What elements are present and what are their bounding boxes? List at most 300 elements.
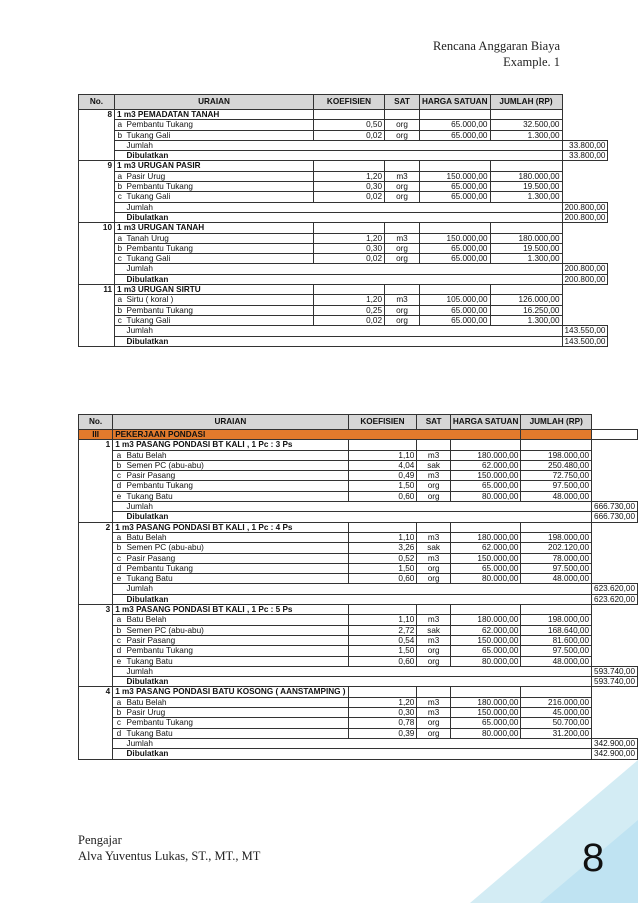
item-total: 202.120,00	[521, 543, 592, 553]
item-letter: b	[113, 543, 125, 553]
item-total: 31.200,00	[521, 728, 592, 738]
table-row	[79, 254, 608, 264]
item-letter: c	[113, 635, 125, 645]
section-title: PEKERJAAN PONDASI	[113, 430, 521, 440]
item-total: 81.600,00	[521, 635, 592, 645]
table-row	[79, 182, 608, 192]
empty-cell	[385, 223, 420, 233]
rounded-value: 342.900,00	[592, 749, 638, 759]
rounded-total-row	[79, 151, 608, 161]
item-unit: m3	[385, 171, 420, 181]
subtotal-value: 593.740,00	[592, 666, 638, 676]
table-row	[79, 718, 638, 728]
item-unit: m3	[417, 708, 451, 718]
item-name: Semen PC (abu-abu)	[125, 543, 349, 553]
item-letter: e	[113, 491, 125, 501]
item-unit: org	[417, 491, 451, 501]
item-coefficient: 1,50	[348, 646, 417, 656]
document-subtitle: Example. 1	[503, 55, 560, 69]
item-unit-price: 65.000,00	[420, 120, 491, 130]
group-title: 1 m3 URUGAN PASIR	[115, 161, 314, 171]
item-name: Pembantu Tukang	[125, 182, 314, 192]
empty-cell	[113, 738, 125, 748]
item-letter: c	[113, 553, 125, 563]
item-name: Pasir Urug	[125, 708, 349, 718]
item-unit-price: 62.000,00	[450, 460, 521, 470]
item-unit: org	[385, 315, 420, 325]
item-name: Sirtu ( koral )	[125, 295, 314, 305]
item-unit: sak	[417, 460, 451, 470]
table-row	[79, 450, 638, 460]
item-unit-price: 65.000,00	[450, 646, 521, 656]
col-no-header: No.	[79, 415, 113, 430]
rounded-label: Dibulatkan	[125, 749, 592, 759]
table-row	[79, 708, 638, 718]
empty-cell	[417, 522, 451, 532]
item-total: 16.250,00	[490, 305, 562, 315]
item-unit-price: 65.000,00	[420, 130, 491, 140]
item-name: Tanah Urug	[125, 233, 314, 243]
item-name: Batu Belah	[125, 615, 349, 625]
item-coefficient: 0,60	[348, 574, 417, 584]
group-number: 2	[79, 522, 113, 604]
col-jumlah-header: JUMLAH (RP)	[521, 415, 592, 430]
footer-author: Alva Yuventus Lukas, ST., MT., MT	[78, 849, 261, 863]
subtotal-row	[79, 326, 608, 336]
item-letter: b	[113, 708, 125, 718]
group-number: 9	[79, 161, 115, 223]
table-row	[79, 553, 638, 563]
table-row	[79, 574, 638, 584]
item-letter: d	[113, 646, 125, 656]
subtotal-label: Jumlah	[125, 140, 563, 150]
rounded-total-row	[79, 749, 638, 759]
group-title: 1 m3 PEMADATAN TANAH	[115, 110, 314, 120]
rounded-total-row	[79, 274, 608, 284]
subtotal-row	[79, 666, 638, 676]
rounded-value: 143.500,00	[562, 336, 608, 346]
empty-cell	[521, 430, 592, 440]
empty-cell	[113, 502, 125, 512]
item-coefficient: 0,49	[348, 471, 417, 481]
item-coefficient: 3,26	[348, 543, 417, 553]
group-title-row	[79, 522, 638, 532]
item-unit: org	[417, 646, 451, 656]
empty-cell	[417, 440, 451, 450]
rounded-value: 666.730,00	[592, 512, 638, 522]
item-total: 250.480,00	[521, 460, 592, 470]
rounded-label: Dibulatkan	[125, 212, 563, 222]
empty-cell	[420, 285, 491, 295]
item-coefficient: 0,39	[348, 728, 417, 738]
item-unit: org	[417, 481, 451, 491]
group-number: 10	[79, 223, 115, 285]
table-row	[79, 192, 608, 202]
item-coefficient: 2,72	[348, 625, 417, 635]
empty-cell	[314, 161, 385, 171]
item-name: Tukang Gali	[125, 315, 314, 325]
item-letter: a	[113, 615, 125, 625]
group-title: 1 m3 URUGAN TANAH	[115, 223, 314, 233]
group-title-row	[79, 605, 638, 615]
rounded-label: Dibulatkan	[125, 512, 592, 522]
empty-cell	[385, 285, 420, 295]
item-unit: sak	[417, 543, 451, 553]
group-title-row	[79, 440, 638, 450]
item-total: 198.000,00	[521, 615, 592, 625]
item-letter: b	[115, 305, 125, 315]
item-unit: m3	[417, 553, 451, 563]
item-unit-price: 150.000,00	[450, 708, 521, 718]
item-total: 97.500,00	[521, 563, 592, 573]
item-name: Tukang Batu	[125, 491, 349, 501]
table-row	[79, 543, 638, 553]
item-coefficient: 0,02	[314, 192, 385, 202]
table-row	[79, 625, 638, 635]
item-name: Pasir Pasang	[125, 553, 349, 563]
rounded-label: Dibulatkan	[125, 274, 563, 284]
item-total: 216.000,00	[521, 697, 592, 707]
empty-cell	[450, 522, 521, 532]
group-title: 1 m3 PASANG PONDASI BT KALI , 1 Pc : 5 Ps	[113, 605, 348, 615]
item-name: Batu Belah	[125, 697, 349, 707]
item-unit: sak	[417, 625, 451, 635]
subtotal-value: 623.620,00	[592, 584, 638, 594]
item-name: Pasir Pasang	[125, 471, 349, 481]
col-jumlah-header: JUMLAH (RP)	[490, 95, 562, 110]
item-name: Batu Belah	[125, 532, 349, 542]
item-unit: m3	[417, 697, 451, 707]
subtotal-label: Jumlah	[125, 202, 563, 212]
empty-cell	[113, 512, 125, 522]
empty-cell	[490, 223, 562, 233]
subtotal-value: 143.550,00	[562, 326, 608, 336]
item-total: 168.640,00	[521, 625, 592, 635]
empty-cell	[385, 161, 420, 171]
group-title-row	[79, 223, 608, 233]
item-unit: m3	[417, 532, 451, 542]
item-total: 180.000,00	[490, 233, 562, 243]
item-letter: e	[113, 656, 125, 666]
empty-cell	[450, 440, 521, 450]
document-title: Rencana Anggaran Biaya	[432, 39, 560, 53]
empty-cell	[115, 326, 125, 336]
col-harga-header: HARGA SATUAN	[450, 415, 521, 430]
item-letter: d	[113, 481, 125, 491]
group-title: 1 m3 PASANG PONDASI BATU KOSONG ( AANSTAMPING )	[113, 687, 348, 697]
item-unit-price: 80.000,00	[450, 656, 521, 666]
subtotal-value: 342.900,00	[592, 738, 638, 748]
item-letter: d	[113, 563, 125, 573]
empty-cell	[592, 430, 638, 440]
empty-cell	[420, 110, 491, 120]
item-total: 32.500,00	[490, 120, 562, 130]
item-unit-price: 150.000,00	[450, 553, 521, 563]
item-letter: c	[115, 254, 125, 264]
table-row	[79, 315, 608, 325]
group-title-row	[79, 285, 608, 295]
subtotal-row	[79, 738, 638, 748]
document-header	[433, 38, 560, 70]
empty-cell	[490, 110, 562, 120]
item-total: 50.700,00	[521, 718, 592, 728]
group-title: 1 m3 URUGAN SIRTU	[115, 285, 314, 295]
item-coefficient: 1,20	[314, 233, 385, 243]
table-header-row	[79, 415, 638, 430]
item-letter: b	[115, 243, 125, 253]
subtotal-value: 33.800,00	[562, 140, 608, 150]
item-unit-price: 65.000,00	[420, 305, 491, 315]
empty-cell	[420, 223, 491, 233]
empty-cell	[115, 202, 125, 212]
empty-cell	[113, 677, 125, 687]
col-uraian-header: URAIAN	[113, 415, 348, 430]
item-unit: org	[385, 182, 420, 192]
item-total: 97.500,00	[521, 646, 592, 656]
empty-cell	[385, 110, 420, 120]
item-coefficient: 1,20	[314, 171, 385, 181]
empty-cell	[521, 605, 592, 615]
item-unit-price: 62.000,00	[450, 543, 521, 553]
item-unit-price: 65.000,00	[450, 481, 521, 491]
item-unit: org	[385, 254, 420, 264]
item-letter: c	[115, 315, 125, 325]
item-coefficient: 0,02	[314, 315, 385, 325]
group-title: 1 m3 PASANG PONDASI BT KALI , 1 Pc : 3 Ps	[113, 440, 348, 450]
rounded-value: 33.800,00	[562, 151, 608, 161]
item-unit: org	[417, 718, 451, 728]
item-coefficient: 0,52	[348, 553, 417, 563]
col-no-header: No.	[79, 95, 115, 110]
item-unit-price: 105.000,00	[420, 295, 491, 305]
table-row	[79, 656, 638, 666]
rounded-total-row	[79, 336, 608, 346]
col-harga-header: HARGA SATUAN	[420, 95, 491, 110]
item-total: 180.000,00	[490, 171, 562, 181]
table-header-row	[79, 95, 608, 110]
item-coefficient: 0,02	[314, 130, 385, 140]
item-coefficient: 0,30	[314, 182, 385, 192]
item-total: 48.000,00	[521, 491, 592, 501]
item-coefficient: 0,25	[314, 305, 385, 315]
item-name: Pembantu Tukang	[125, 646, 349, 656]
col-sat-header: SAT	[385, 95, 420, 110]
item-coefficient: 0,30	[348, 708, 417, 718]
document-footer	[78, 832, 260, 864]
rounded-total-row	[79, 677, 638, 687]
subtotal-label: Jumlah	[125, 502, 592, 512]
item-total: 97.500,00	[521, 481, 592, 491]
item-total: 48.000,00	[521, 574, 592, 584]
rounded-value: 200.800,00	[562, 274, 608, 284]
item-unit: m3	[385, 295, 420, 305]
item-unit: org	[385, 120, 420, 130]
table-row	[79, 295, 608, 305]
item-unit-price: 65.000,00	[420, 192, 491, 202]
item-letter: a	[115, 295, 125, 305]
empty-cell	[115, 151, 125, 161]
section-number: III	[79, 430, 113, 440]
item-unit: org	[417, 656, 451, 666]
col-uraian-header: URAIAN	[115, 95, 314, 110]
rounded-label: Dibulatkan	[125, 594, 592, 604]
item-name: Pembantu Tukang	[125, 120, 314, 130]
item-unit: org	[417, 563, 451, 573]
footer-label: Pengajar	[78, 833, 122, 847]
item-total: 1.300,00	[490, 130, 562, 140]
empty-cell	[420, 161, 491, 171]
item-unit-price: 80.000,00	[450, 491, 521, 501]
empty-cell	[348, 440, 417, 450]
item-unit: org	[385, 130, 420, 140]
item-letter: e	[113, 574, 125, 584]
empty-cell	[113, 584, 125, 594]
empty-cell	[521, 440, 592, 450]
empty-cell	[348, 687, 417, 697]
empty-cell	[417, 605, 451, 615]
item-unit-price: 180.000,00	[450, 450, 521, 460]
rounded-label: Dibulatkan	[125, 151, 563, 161]
table-row	[79, 481, 638, 491]
group-number: 8	[79, 110, 115, 161]
item-coefficient: 0,78	[348, 718, 417, 728]
item-letter: d	[113, 728, 125, 738]
group-title-row	[79, 161, 608, 171]
col-koefisien-header: KOEFISIEN	[314, 95, 385, 110]
rounded-value: 593.740,00	[592, 677, 638, 687]
group-number: 4	[79, 687, 113, 759]
item-name: Tukang Gali	[125, 192, 314, 202]
item-letter: c	[115, 192, 125, 202]
item-unit-price: 180.000,00	[450, 697, 521, 707]
budget-table-2	[78, 414, 638, 760]
item-coefficient: 1,20	[314, 295, 385, 305]
table-row	[79, 460, 638, 470]
empty-cell	[314, 285, 385, 295]
table-row	[79, 532, 638, 542]
item-name: Pasir Pasang	[125, 635, 349, 645]
item-unit: org	[417, 574, 451, 584]
item-unit-price: 65.000,00	[420, 315, 491, 325]
subtotal-row	[79, 584, 638, 594]
table-row	[79, 243, 608, 253]
table-row	[79, 728, 638, 738]
item-name: Tukang Batu	[125, 728, 349, 738]
table-row	[79, 635, 638, 645]
group-number: 1	[79, 440, 113, 522]
empty-cell	[113, 666, 125, 676]
rounded-label: Dibulatkan	[125, 336, 563, 346]
item-unit: org	[385, 192, 420, 202]
item-unit-price: 150.000,00	[420, 171, 491, 181]
item-name: Tukang Batu	[125, 574, 349, 584]
rounded-total-row	[79, 512, 638, 522]
subtotal-value: 666.730,00	[592, 502, 638, 512]
item-name: Pembantu Tukang	[125, 718, 349, 728]
item-name: Batu Belah	[125, 450, 349, 460]
item-name: Semen PC (abu-abu)	[125, 625, 349, 635]
item-unit-price: 150.000,00	[450, 471, 521, 481]
subtotal-value: 200.800,00	[562, 264, 608, 274]
item-letter: a	[115, 120, 125, 130]
item-unit: m3	[417, 471, 451, 481]
item-unit: org	[385, 243, 420, 253]
subtotal-label: Jumlah	[125, 738, 592, 748]
item-unit-price: 62.000,00	[450, 625, 521, 635]
empty-cell	[113, 594, 125, 604]
item-name: Pembantu Tukang	[125, 563, 349, 573]
item-total: 19.500,00	[490, 182, 562, 192]
subtotal-label: Jumlah	[125, 584, 592, 594]
item-unit-price: 80.000,00	[450, 728, 521, 738]
item-unit-price: 65.000,00	[450, 563, 521, 573]
item-name: Pembantu Tukang	[125, 243, 314, 253]
item-coefficient: 0,60	[348, 656, 417, 666]
item-name: Tukang Batu	[125, 656, 349, 666]
rounded-total-row	[79, 594, 638, 604]
item-total: 45.000,00	[521, 708, 592, 718]
empty-cell	[115, 264, 125, 274]
item-unit: org	[385, 305, 420, 315]
table-row	[79, 697, 638, 707]
item-total: 1.300,00	[490, 192, 562, 202]
item-unit-price: 65.000,00	[420, 254, 491, 264]
item-coefficient: 1,50	[348, 563, 417, 573]
item-total: 72.750,00	[521, 471, 592, 481]
item-total: 1.300,00	[490, 254, 562, 264]
empty-cell	[490, 285, 562, 295]
table-row	[79, 646, 638, 656]
item-unit-price: 150.000,00	[420, 233, 491, 243]
table-row	[79, 233, 608, 243]
item-total: 1.300,00	[490, 315, 562, 325]
item-coefficient: 1,20	[348, 697, 417, 707]
item-unit-price: 65.000,00	[420, 182, 491, 192]
item-unit-price: 180.000,00	[450, 532, 521, 542]
item-letter: b	[115, 182, 125, 192]
subtotal-label: Jumlah	[125, 666, 592, 676]
group-title-row	[79, 687, 638, 697]
item-name: Pembantu Tukang	[125, 305, 314, 315]
table-row	[79, 130, 608, 140]
item-unit: m3	[417, 615, 451, 625]
item-total: 78.000,00	[521, 553, 592, 563]
item-unit-price: 65.000,00	[420, 243, 491, 253]
subtotal-label: Jumlah	[125, 326, 563, 336]
item-letter: b	[113, 625, 125, 635]
empty-cell	[417, 687, 451, 697]
col-koefisien-header: KOEFISIEN	[348, 415, 417, 430]
subtotal-row	[79, 264, 608, 274]
item-total: 48.000,00	[521, 656, 592, 666]
empty-cell	[115, 140, 125, 150]
item-coefficient: 1,10	[348, 532, 417, 542]
item-coefficient: 4,04	[348, 460, 417, 470]
item-letter: b	[115, 130, 125, 140]
item-name: Semen PC (abu-abu)	[125, 460, 349, 470]
item-unit: m3	[385, 233, 420, 243]
subtotal-row	[79, 202, 608, 212]
item-unit-price: 180.000,00	[450, 615, 521, 625]
empty-cell	[348, 605, 417, 615]
empty-cell	[521, 687, 592, 697]
item-letter: b	[113, 460, 125, 470]
subtotal-row	[79, 140, 608, 150]
item-coefficient: 1,50	[348, 481, 417, 491]
table-row	[79, 563, 638, 573]
item-coefficient: 0,02	[314, 254, 385, 264]
item-total: 198.000,00	[521, 450, 592, 460]
